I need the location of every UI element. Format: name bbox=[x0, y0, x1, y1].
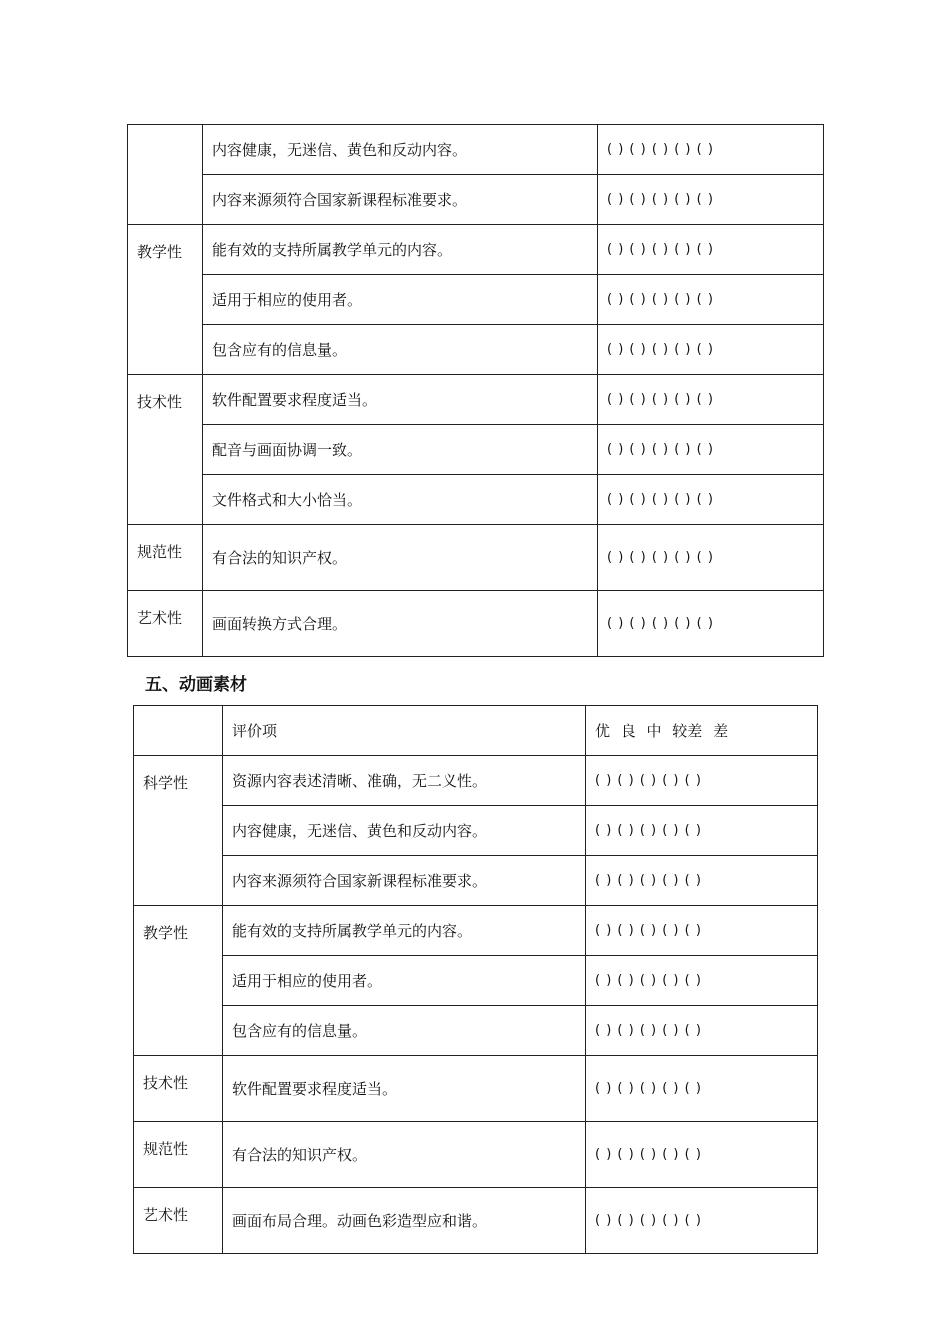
item-cell: 内容来源须符合国家新课程标准要求。 bbox=[203, 175, 598, 225]
item-cell: 内容健康，无迷信、黄色和反动内容。 bbox=[223, 806, 586, 856]
item-cell: 包含应有的信息量。 bbox=[203, 325, 598, 375]
category-cell: 教学性 bbox=[128, 225, 203, 375]
header-category-cell bbox=[134, 706, 223, 756]
category-cell: 艺术性 bbox=[128, 591, 203, 657]
section-title: 五、动画素材 bbox=[145, 675, 247, 695]
item-cell: 资源内容表述清晰、准确，无二义性。 bbox=[223, 756, 586, 806]
table-row bbox=[134, 1122, 818, 1188]
item-cell: 能有效的支持所属教学单元的内容。 bbox=[223, 906, 586, 956]
animation-material-table bbox=[133, 705, 818, 1254]
table-row bbox=[134, 956, 818, 1006]
table-header-row bbox=[134, 706, 818, 756]
rating-options[interactable]: ( ) ( ) ( ) ( ) ( ) bbox=[586, 1006, 818, 1056]
table-row bbox=[134, 756, 818, 806]
rating-options[interactable]: ( ) ( ) ( ) ( ) ( ) bbox=[598, 591, 824, 657]
table-row bbox=[134, 1188, 818, 1254]
table-row bbox=[134, 906, 818, 956]
category-cell bbox=[128, 125, 203, 225]
item-cell: 适用于相应的使用者。 bbox=[223, 956, 586, 1006]
rating-options[interactable]: ( ) ( ) ( ) ( ) ( ) bbox=[586, 956, 818, 1006]
rating-options[interactable]: ( ) ( ) ( ) ( ) ( ) bbox=[598, 525, 824, 591]
table-row bbox=[134, 856, 818, 906]
item-cell: 内容健康，无迷信、黄色和反动内容。 bbox=[203, 125, 598, 175]
rating-options[interactable]: ( ) ( ) ( ) ( ) ( ) bbox=[598, 225, 824, 275]
table-row bbox=[128, 591, 824, 657]
table-row bbox=[128, 325, 824, 375]
item-cell: 有合法的知识产权。 bbox=[203, 525, 598, 591]
table-row bbox=[128, 425, 824, 475]
rating-options[interactable]: ( ) ( ) ( ) ( ) ( ) bbox=[586, 806, 818, 856]
table-row bbox=[128, 125, 824, 175]
table-row bbox=[128, 275, 824, 325]
rating-options[interactable]: ( ) ( ) ( ) ( ) ( ) bbox=[598, 275, 824, 325]
category-cell: 技术性 bbox=[128, 375, 203, 525]
item-cell: 能有效的支持所属教学单元的内容。 bbox=[203, 225, 598, 275]
rating-options[interactable]: ( ) ( ) ( ) ( ) ( ) bbox=[586, 856, 818, 906]
table-row bbox=[128, 375, 824, 425]
item-cell: 画面布局合理。动画色彩造型应和谐。 bbox=[223, 1188, 586, 1254]
category-cell: 技术性 bbox=[134, 1056, 223, 1122]
category-cell: 艺术性 bbox=[134, 1188, 223, 1254]
table-row bbox=[128, 475, 824, 525]
item-cell: 画面转换方式合理。 bbox=[203, 591, 598, 657]
item-cell: 内容来源须符合国家新课程标准要求。 bbox=[223, 856, 586, 906]
item-cell: 配音与画面协调一致。 bbox=[203, 425, 598, 475]
category-cell: 规范性 bbox=[128, 525, 203, 591]
rating-options[interactable]: ( ) ( ) ( ) ( ) ( ) bbox=[598, 325, 824, 375]
header-item-cell: 评价项 bbox=[223, 706, 586, 756]
table-row bbox=[134, 1006, 818, 1056]
table-row bbox=[128, 225, 824, 275]
rating-options[interactable]: ( ) ( ) ( ) ( ) ( ) bbox=[586, 1056, 818, 1122]
evaluation-table-continued bbox=[127, 124, 824, 657]
rating-options[interactable]: ( ) ( ) ( ) ( ) ( ) bbox=[586, 756, 818, 806]
table-row bbox=[134, 806, 818, 856]
category-cell: 科学性 bbox=[134, 756, 223, 906]
rating-options[interactable]: ( ) ( ) ( ) ( ) ( ) bbox=[586, 1188, 818, 1254]
rating-options[interactable]: ( ) ( ) ( ) ( ) ( ) bbox=[598, 475, 824, 525]
rating-options[interactable]: ( ) ( ) ( ) ( ) ( ) bbox=[598, 425, 824, 475]
table-row bbox=[128, 525, 824, 591]
table-row bbox=[128, 175, 824, 225]
item-cell: 软件配置要求程度适当。 bbox=[223, 1056, 586, 1122]
item-cell: 包含应有的信息量。 bbox=[223, 1006, 586, 1056]
item-cell: 适用于相应的使用者。 bbox=[203, 275, 598, 325]
rating-options[interactable]: ( ) ( ) ( ) ( ) ( ) bbox=[586, 906, 818, 956]
rating-options[interactable]: ( ) ( ) ( ) ( ) ( ) bbox=[598, 125, 824, 175]
table-row bbox=[134, 1056, 818, 1122]
header-rating-cell: 优 良 中 较差 差 bbox=[586, 706, 818, 756]
item-cell: 软件配置要求程度适当。 bbox=[203, 375, 598, 425]
category-cell: 教学性 bbox=[134, 906, 223, 1056]
item-cell: 有合法的知识产权。 bbox=[223, 1122, 586, 1188]
rating-options[interactable]: ( ) ( ) ( ) ( ) ( ) bbox=[586, 1122, 818, 1188]
item-cell: 文件格式和大小恰当。 bbox=[203, 475, 598, 525]
category-cell: 规范性 bbox=[134, 1122, 223, 1188]
rating-options[interactable]: ( ) ( ) ( ) ( ) ( ) bbox=[598, 175, 824, 225]
rating-options[interactable]: ( ) ( ) ( ) ( ) ( ) bbox=[598, 375, 824, 425]
